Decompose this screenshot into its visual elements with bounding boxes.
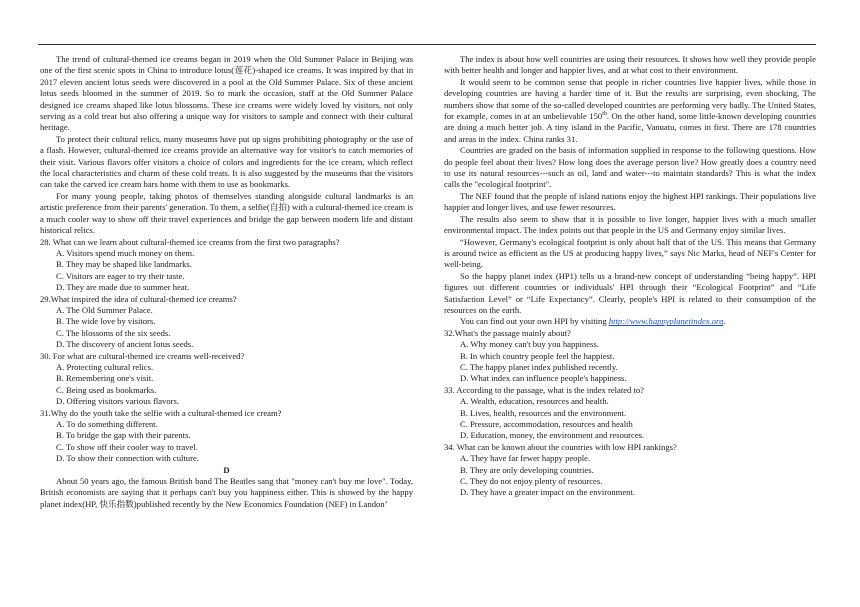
passage-paragraph: The trend of cultural-themed ice creams began in 2019 when the Old Summer Palace in Beijing was one of the first scenic spots in China to introduce lotus(莲花)-shaped ice creams. It was inspired by that in 2017 eleven ancient lotus seeds were discovered in a pool at the Old Summer Palace. Six of these ancient lotus seeds bloomed in the summer of 2019. So to mark the occasion, staff at the Old Summer Palace designed ice creams shaped like lotus blossoms. These ice creams were widely loved by visitors, not only serving as a cold treat but also offering a unique way for visitors to sample and connect with their cultural heritage. xyxy=(40,54,413,133)
passage-paragraph: For many young people, taking photos of themselves standing alongside cultural landmarks is an artistic preference from their parents' generation. To them, a selfie(自拍) with a cultural-themed ice cream is a much cooler way to show off their travel experiences and bridge the gap between modern life and distant historical relics. xyxy=(40,190,413,236)
option: C. They do not enjoy plenty of resources. xyxy=(460,476,603,487)
option: A. Visitors spend much money on them. xyxy=(56,247,195,258)
passage-paragraph: About 50 years ago, the famous British band The Beatles sang that "money can't buy me love". Today, British economists are saying that it perhaps can't buy you happiness either. This is showed by the happy planet index(HP, 快乐指数)published recently by the New Economics Foundation (NEF) in Landon’ xyxy=(40,476,413,509)
option: C. The happy planet index published recently. xyxy=(460,361,618,372)
passage-paragraph: The index is about how well countries are using their resources. It shows how well they provide people with better health and longer and happier lives, and at what cost to their environment. xyxy=(444,54,816,76)
option: C. Pressure, accommodation, resources and health xyxy=(460,419,633,429)
option: B. The wide love by visitors. xyxy=(56,316,156,327)
question-29: 29.What inspired the idea of cultural-themed ice creams? xyxy=(40,293,237,304)
option: D. Offering visitors various flavors. xyxy=(56,396,179,407)
question-30: 30. For what are cultural-themed ice creams well-received? xyxy=(40,350,245,361)
option: C. To show off their cooler way to travel. xyxy=(56,441,198,452)
option: D. They are made due to summer heat. xyxy=(56,282,190,293)
option: A. Wealth, education, resources and health. xyxy=(460,396,609,407)
option: C. Being used as bookmarks. xyxy=(56,384,157,395)
question-34: 34. What can be known about the countries with low HPI rankings? xyxy=(444,441,677,452)
option: D. What index can influence people's happiness. xyxy=(460,373,627,384)
passage-paragraph: Countries are graded on the basis of information supplied in response to the following questions. How do people feel about their lives? How long does the average person live? How greatly does a country need to use its natural resources---such as oil, land and water---to maintain standards? This is what the index calls the "ecological footprint". xyxy=(444,145,816,190)
passage-paragraph xyxy=(444,77,816,145)
question-33: 33. According to the passage, what is the index related to? xyxy=(444,384,644,395)
option: B. Remembering one's visit. xyxy=(56,373,154,384)
paragraph-text: . xyxy=(723,316,726,327)
passage-paragraph: So the happy planet index (HP1) tells us a brand-new concept of understanding “being happy”. HPI figures out different countries or individuals' HPI through their “Ecological Footprint” and “Life Satisfaction Level” or “Life Expectancy”. Clearly, people's HPI is related to their consumption of the resources on the earth. xyxy=(444,270,816,315)
paragraph-text: . On the other hand, some little-known developing countries are doing a much better job. A tiny island in the Pacific, Vanuatu, comes in first. There are 178 countries and areas in the index. China ranks 31. xyxy=(444,111,816,144)
passage-paragraph: To protect their cultural relics, many museums have put up signs prohibiting photography or the use of a flash. However, cultural-themed ice creams provide an alternative way for visitor's to catch memories of their visit. Various flavors offer visitors a choice of colors and ingredients for the ice cream, which reflect the local characteristics and charm of these cold treats. It is also suggested by the museums that the visitors can take the carved ice cream bars home with them to use as bookmarks. xyxy=(40,133,413,190)
question-28: 28. What can we learn about cultural-themed ice creams from the first two paragraphs? xyxy=(40,236,340,247)
option: A. They have far fewer happy people. xyxy=(460,453,591,464)
passage-paragraph: The results also seem to show that it is possible to live longer, happier lives with a much smaller environmental impact. The index points out that people in the US and Germany enjoy similar lives. xyxy=(444,213,816,236)
option: B. They may be shaped like landmarks. xyxy=(56,259,192,270)
option: B. Lives, health, resources and the environment. xyxy=(460,407,627,418)
question-31: 31.Why do the youth take the selfie with a cultural-themed ice cream? xyxy=(40,407,282,418)
hpi-website-link[interactable]: http://www.happyplanetindex.org xyxy=(608,316,724,327)
header-rule xyxy=(38,44,816,45)
left-column xyxy=(40,54,413,510)
paragraph-text: You can find out your own HPI by visiting xyxy=(460,316,609,327)
option: D. To show their connection with culture. xyxy=(56,453,199,464)
option: B. In which country people feel the happiest. xyxy=(460,350,615,361)
option: A. The Old Summer Palace. xyxy=(56,304,153,315)
option: D. The discovery of ancient lotus seeds. xyxy=(56,339,194,350)
section-letter: D xyxy=(223,464,230,475)
option: A. Why money can't buy you happiness. xyxy=(460,339,599,350)
passage-paragraph: The NEF found that the people of island nations enjoy the highest HPI rankings. Their populations live happier and longer lives, and use fewer resources. xyxy=(444,190,816,213)
passage-paragraph xyxy=(444,316,816,327)
question-32: 32.What's the passage mainly about? xyxy=(444,327,571,338)
option: C. The blossoms of the six seeds. xyxy=(56,327,171,338)
option: B. To bridge the gap with their parents. xyxy=(56,430,191,441)
right-column xyxy=(444,54,816,499)
option: C. Visitors are eager to try their taste. xyxy=(56,270,185,281)
passage-paragraph: “However, Germany's ecological footprint is only about half that of the US. This means that Germany is around twice as efficient as the US at producing happy lives,” says Nic Marks, head of NEF's Center for well-being. xyxy=(444,236,816,270)
option: A. To do something different. xyxy=(56,419,158,429)
option: D. Education, money, the environment and resources. xyxy=(460,430,645,441)
ordinal-suffix: th xyxy=(602,111,607,118)
option: D. They have a greater impact on the environment. xyxy=(460,487,635,498)
option: B. They are only developing countries. xyxy=(460,464,594,475)
option: A. Protecting cultural relics. xyxy=(56,361,154,372)
paragraph-text: It would seem to be common sense that people in richer countries live happier lives, while those in developing countries are having a harder time of it. But the results are surprising, even shocking, The numbers show that some of the so-called developed countries are performing very badly. The United States, for example, comes in at an unbelievable 150 xyxy=(444,76,816,122)
